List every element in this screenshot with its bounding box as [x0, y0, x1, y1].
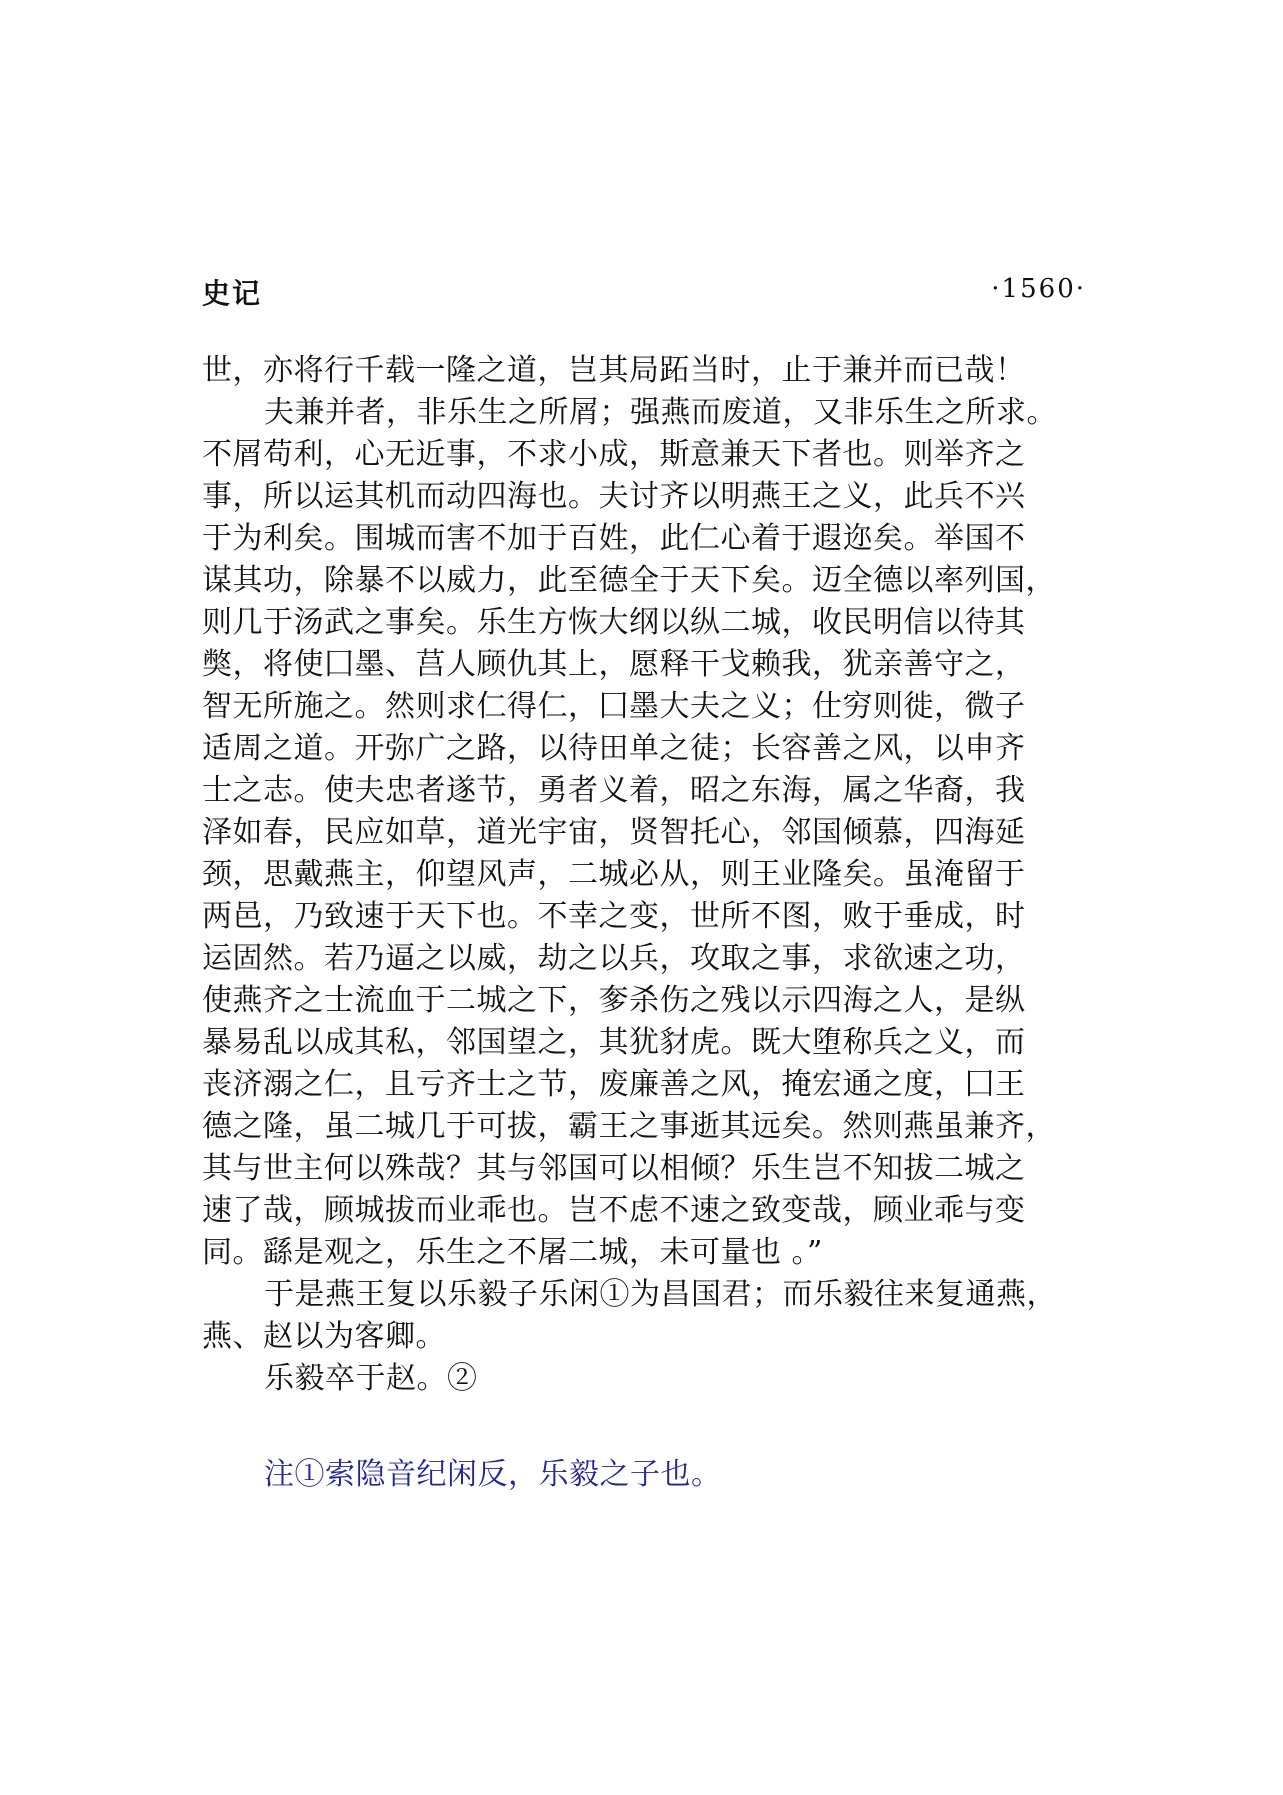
text-line: 丧济溺之仁，且亏齐士之节，废廉善之风，掩宏通之度，囗王 — [202, 1067, 1026, 1102]
text-line: 于是燕王复以乐毅子乐闲①为昌国君；而乐毅往来复通燕， — [264, 1277, 1057, 1312]
text-line: 暴易乱以成其私，邻国望之，其犹豺虎。既大堕称兵之义，而 — [202, 1025, 1026, 1060]
text-line: 于为利矣。围城而害不加于百姓，此仁心着于遐迩矣。举国不 — [202, 521, 1026, 556]
text-line: 乐毅卒于赵。② — [264, 1361, 478, 1396]
text-line: 颈，思戴燕主，仰望风声，二城必从，则王业隆矣。虽淹留于 — [202, 857, 1026, 892]
text-line: 泽如春，民应如草，道光宇宙，贤智托心，邻国倾慕，四海延 — [202, 815, 1026, 850]
text-line: 燕、赵以为客卿。 — [202, 1319, 446, 1354]
footnote: 注①索隐音纪闲反，乐毅之子也。 — [264, 1457, 722, 1492]
text-line: 事，所以运其机而动四海也。夫讨齐以明燕王之义，此兵不兴 — [202, 479, 1026, 514]
note-spacer — [202, 1400, 1102, 1454]
text-line: 运固然。若乃逼之以威，劫之以兵，攻取之事，求欲速之功， — [202, 941, 1026, 976]
body-text — [202, 350, 1102, 1496]
text-line: 世，亦将行千载一隆之道，岂其局跖当时，止于兼并而已哉！ — [202, 353, 1026, 388]
text-line: 智无所施之。然则求仁得仁，囗墨大夫之义；仕穷则徙，微子 — [202, 689, 1026, 724]
text-line: 速了哉，顾城拔而业乖也。岂不虑不速之致变哉，顾业乖与变 — [202, 1193, 1026, 1228]
text-line: 使燕齐之士流血于二城之下，奓杀伤之残以示四海之人，是纵 — [202, 983, 1026, 1018]
page-header — [202, 272, 1086, 312]
text-line: 谋其功，除暴不以威力，此至德全于天下矣。迈全德以率列国， — [202, 563, 1056, 598]
text-line: 同。繇是观之，乐生之不屠二城，未可量也 。” — [202, 1235, 823, 1270]
text-line: 獘，将使囗墨、莒人顾仇其上，愿释干戈赖我，犹亲善守之， — [202, 647, 1026, 682]
text-line: 其与世主何以殊哉？其与邻国可以相倾？乐生岂不知拔二城之 — [202, 1151, 1026, 1186]
text-line: 适周之道。开弥广之路，以待田单之徒；长容善之风，以申齐 — [202, 731, 1026, 766]
book-title: 史记 — [202, 277, 263, 310]
page-number: ·1560· — [991, 274, 1086, 304]
text-line: 两邑，乃致速于天下也。不幸之变，世所不图，败于垂成，时 — [202, 899, 1026, 934]
text-line: 德之隆，虽二城几于可拔，霸王之事逝其远矣。然则燕虽兼齐， — [202, 1109, 1056, 1144]
text-line: 夫兼并者，非乐生之所屑；强燕而废道，又非乐生之所求。 — [264, 395, 1057, 430]
text-line: 则几于汤武之事矣。乐生方恢大纲以纵二城，收民明信以待其 — [202, 605, 1026, 640]
text-line: 不屑苟利，心无近事，不求小成，斯意兼天下者也。则举齐之 — [202, 437, 1026, 472]
text-line: 士之志。使夫忠者遂节，勇者义着，昭之东海，属之华裔，我 — [202, 773, 1026, 808]
